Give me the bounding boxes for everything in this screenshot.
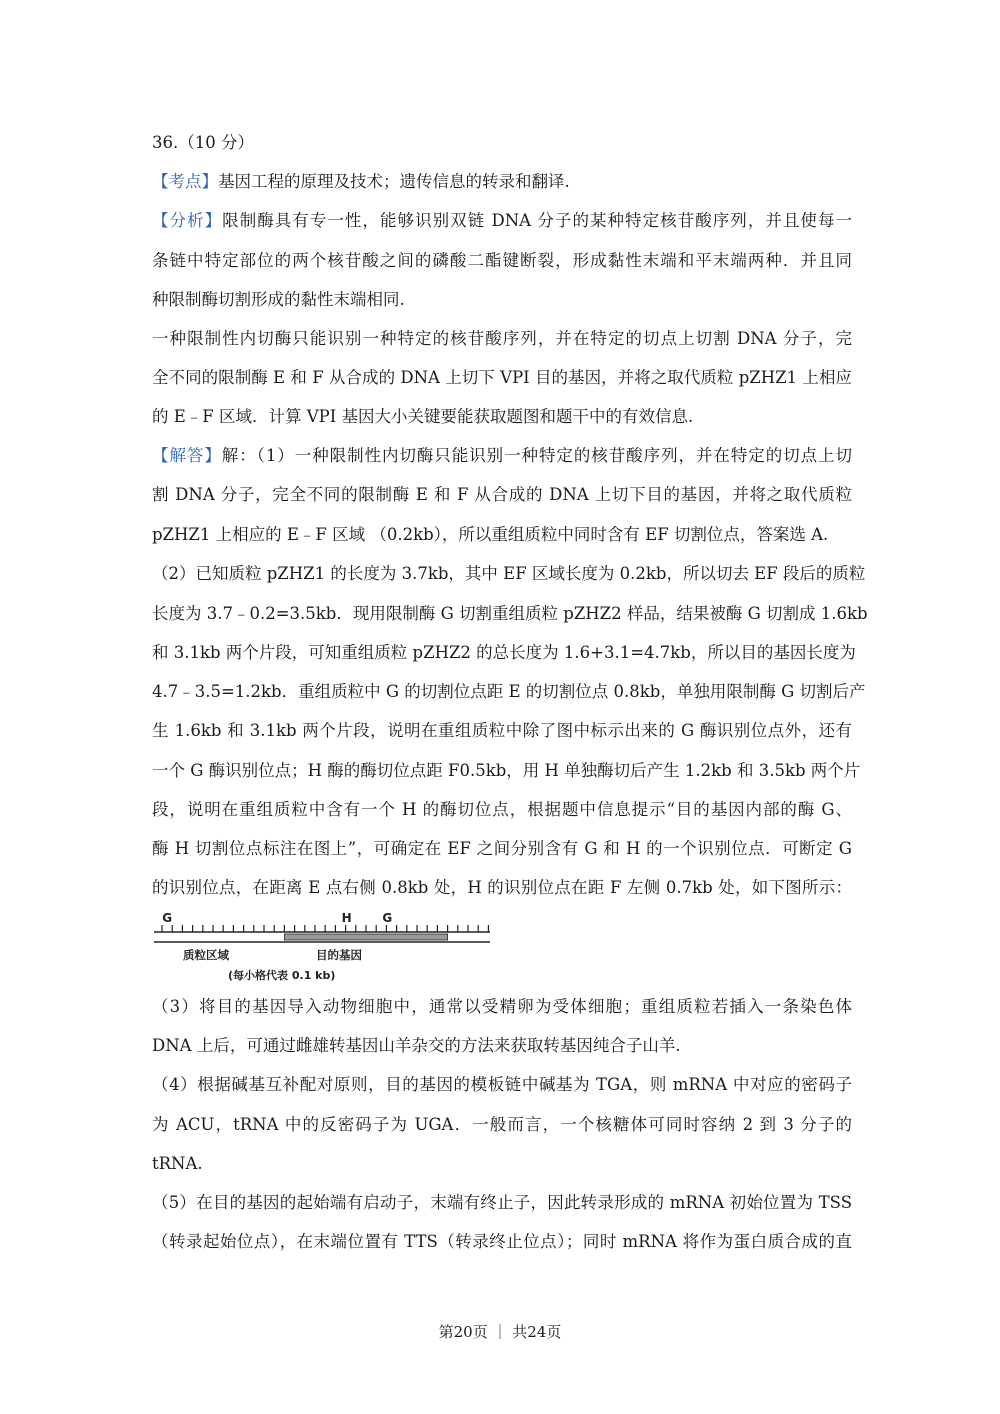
site-g-left-label: G — [162, 911, 173, 925]
line-text: （5）在目的基因的起始端有启动子，末端有终止子，因此转录形成的 mRNA 初始位置为 TSS — [152, 1193, 852, 1212]
line-text: 一个 G 酶识别位点；H 酶的酶切位点距 F0.5kb，用 H 单独酶切后产生 1.2kb 和 3.5kb 两个片 — [152, 761, 861, 780]
line-text: tRNA. — [152, 1154, 203, 1173]
line-text: 割 DNA 分子，完全不同的限制酶 E 和 F 从合成的 DNA 上切下目的基因，并将之取代质粒 — [152, 485, 852, 504]
line-text: 解：（1）一种限制性内切酶只能识别一种特定的核苷酸序列，并在特定的切点上切 — [221, 446, 853, 465]
text-line — [152, 289, 852, 311]
line-text: 为 ACU，tRNA 中的反密码子为 UGA．一般而言，一个核糖体可同时容纳 2 到 3 分子的 — [152, 1115, 852, 1134]
scale-ticks — [162, 925, 488, 932]
text-line — [152, 681, 866, 703]
text-line — [152, 210, 852, 232]
line-text: 种限制酶切割形成的黏性末端相同. — [152, 290, 405, 309]
text-line — [152, 1192, 852, 1214]
scale-note: (每小格代表 0.1 kb) — [228, 969, 336, 982]
line-text: 酶 H 切割位点标注在图上”，可确定在 EF 之间分别含有 G 和 H 的一个识别位点．可断定 G — [152, 839, 852, 858]
line-text: 限制酶具有专一性，能够识别双链 DNA 分子的某种特定核苷酸序列，并且使每一 — [222, 211, 853, 230]
text-line — [152, 563, 866, 585]
line-text: （4）根据碱基互补配对原则，目的基因的模板链中碱基为 TGA，则 mRNA 中对应的密码子 — [152, 1075, 852, 1094]
line-text: （2）已知质粒 pZHZ1 的长度为 3.7kb，其中 EF 区域长度为 0.2kb，所以切去 EF 段后的质粒 — [152, 564, 866, 583]
gene-label: 目的基因 — [316, 948, 362, 962]
text-line — [152, 799, 852, 821]
text-line — [152, 1153, 852, 1175]
text-line — [152, 484, 852, 506]
line-text: 一种限制性内切酶只能识别一种特定的核苷酸序列，并在特定的切点上切割 DNA 分子，完 — [152, 329, 852, 348]
text-line — [152, 250, 852, 272]
section-tag: 【考点】 — [152, 172, 218, 191]
line-text: 生 1.6kb 和 3.1kb 两个片段，说明在重组质粒中除了图中标示出来的 G 酶识别位点外，还有 — [152, 721, 852, 740]
section-tag: 【解答】 — [152, 446, 222, 465]
plasmid-region-label: 质粒区域 — [183, 948, 229, 962]
text-line — [152, 406, 852, 428]
text-line — [152, 642, 856, 664]
text-line — [152, 996, 852, 1018]
gene-region-bar — [284, 934, 447, 940]
text-line — [152, 445, 852, 467]
line-text: 4.7﹣3.5=1.2kb．重组质粒中 G 的切割位点距 E 的切割位点 0.8kb，单独用限制酶 G 切割后产 — [152, 682, 866, 701]
section-tag: 【分析】 — [152, 211, 223, 230]
text-line — [152, 171, 852, 193]
line-text: DNA 上后，可通过雌雄转基因山羊杂交的方法来获取转基因纯合子山羊. — [152, 1036, 681, 1055]
text-line — [152, 1035, 852, 1057]
text-line — [152, 877, 852, 899]
line-text: 和 3.1kb 两个片段，可知重组质粒 pZHZ2 的总长度为 1.6+3.1=4.7kb，所以目的基因长度为 — [152, 643, 856, 662]
line-text: 条链中特定部位的两个核苷酸之间的磷酸二酯键断裂，形成黏性末端和平末端两种．并且同 — [152, 251, 852, 270]
text-line — [152, 132, 852, 154]
text-line — [152, 524, 852, 546]
line-text: 36.（10 分） — [152, 133, 254, 152]
text-line — [152, 720, 852, 742]
text-line — [152, 760, 861, 782]
line-text: （3）将目的基因导入动物细胞中，通常以受精卵为受体细胞；重组质粒若插入一条染色体 — [152, 997, 852, 1016]
text-line — [152, 603, 868, 625]
line-text: 段，说明在重组质粒中含有一个 H 的酶切位点，根据题中信息提示“目的基因内部的酶 G、 — [152, 800, 852, 819]
line-text: 的 E﹣F 区域．计算 VPI 基因大小关键要能获取题图和题干中的有效信息. — [152, 407, 694, 426]
text-line — [152, 1114, 852, 1136]
line-text: （转录起始位点），在末端位置有 TTS（转录终止位点）；同时 mRNA 将作为蛋白质合成的直 — [152, 1232, 852, 1251]
line-text: 基因工程的原理及技术；遗传信息的转录和翻译. — [218, 172, 570, 191]
restriction-map-figure — [150, 908, 495, 990]
line-text: 长度为 3.7﹣0.2=3.5kb．现用限制酶 G 切割重组质粒 pZHZ2 样品，结果被酶 G 切割成 1.6kb — [152, 604, 868, 623]
site-g-right-label: G — [382, 911, 393, 925]
page-footer: 第20页 ｜ 共24页 — [438, 1323, 562, 1341]
text-line — [152, 1231, 852, 1253]
text-line — [152, 367, 852, 389]
line-text: 的识别位点，在距离 E 点右侧 0.8kb 处，H 的识别位点在距 F 左侧 0.7kb 处，如下图所示： — [152, 878, 852, 897]
site-h-label: H — [341, 911, 352, 925]
text-line — [152, 328, 852, 350]
line-text: 全不同的限制酶 E 和 F 从合成的 DNA 上切下 VPI 目的基因，并将之取代质粒 pZHZ1 上相应 — [152, 368, 852, 387]
text-line — [152, 1074, 852, 1096]
line-text: pZHZ1 上相应的 E﹣F 区域 （0.2kb），所以重组质粒中同时含有 EF 切割位点，答案选 A. — [152, 525, 829, 544]
text-line — [152, 838, 852, 860]
